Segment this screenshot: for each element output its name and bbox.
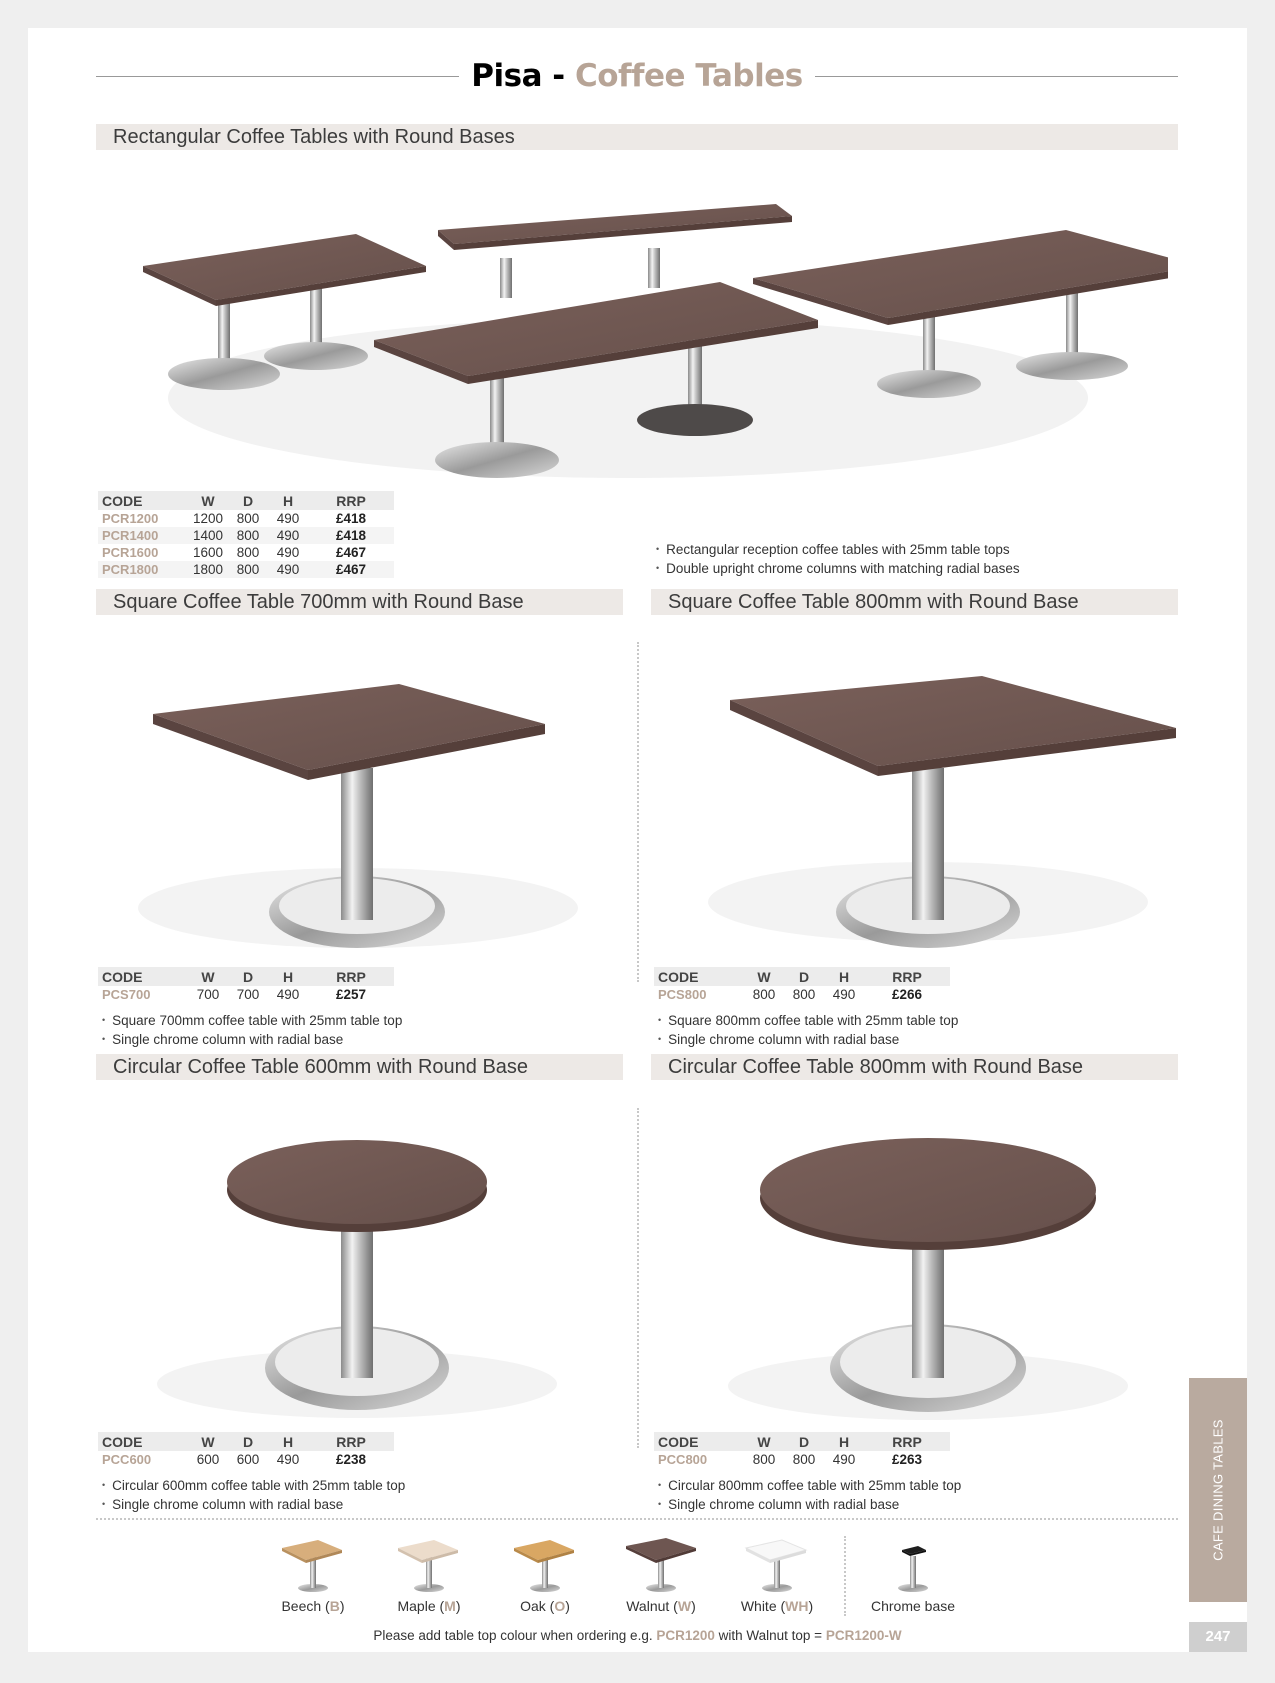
rectangular-tables-image — [108, 178, 1168, 508]
rectangular-spec-table — [98, 491, 394, 578]
table-row: PCS800 800 800 490 £266 — [654, 986, 950, 1003]
page-header — [96, 50, 1178, 102]
square-700-table-image — [108, 648, 608, 968]
section-title-square-800: Square Coffee Table 800mm with Round Base — [651, 589, 1178, 615]
chrome-base-icon — [868, 1536, 958, 1592]
swatch-top — [282, 1540, 342, 1560]
rectangular-features — [656, 541, 1020, 579]
white-swatch-icon — [732, 1536, 822, 1592]
section-title-circular-800: Circular Coffee Table 800mm with Round Base — [651, 1054, 1178, 1080]
circular-600-features — [102, 1477, 405, 1515]
circular-600-spec-table — [98, 1432, 394, 1468]
finish-swatch-oak: Oak (O) — [500, 1536, 590, 1614]
page-title-accent: Coffee Tables — [574, 58, 803, 94]
header-rule-right — [815, 76, 1178, 77]
feature-item: • Square 800mm coffee table with 25mm table top — [658, 1012, 958, 1031]
circular-800-features — [658, 1477, 961, 1515]
finish-swatch-white: White (WH) — [732, 1536, 822, 1614]
section-side-tab: CAFE DINING TABLES — [1189, 1378, 1247, 1602]
table-row: PCR1400 1400 800 490 £418 — [98, 527, 394, 544]
table-header-row: CODE W D H RRP — [98, 1432, 394, 1451]
finish-swatch-walnut: Walnut (W) — [616, 1536, 706, 1614]
feature-item: • Single chrome column with radial base — [102, 1496, 405, 1515]
table-row: PCR1200 1200 800 490 £418 — [98, 510, 394, 527]
page-number: 247 — [1189, 1622, 1247, 1652]
table-header-row: CODE W D H RRP — [98, 967, 394, 986]
square-800-features — [658, 1012, 958, 1050]
header-rule-left — [96, 76, 459, 77]
table-row: PCC800 800 800 490 £263 — [654, 1451, 950, 1468]
swatch-divider — [844, 1536, 846, 1616]
feature-item: • Single chrome column with radial base — [658, 1496, 961, 1515]
square-800-table-image — [668, 640, 1188, 960]
order-note: Please add table top colour when ordering e.g. PCR1200 with Walnut top = PCR1200-W — [373, 1628, 902, 1643]
circular-600-table-image — [108, 1108, 608, 1428]
column-divider — [637, 1108, 639, 1448]
square-700-spec-table — [98, 967, 394, 1003]
feature-item: • Single chrome column with radial base — [658, 1031, 958, 1050]
feature-item: • Double upright chrome columns with matching radial bases — [656, 560, 1020, 579]
finish-swatch-chrome-base: Chrome base — [868, 1536, 958, 1614]
square-700-features — [102, 1012, 402, 1050]
walnut-swatch-icon — [616, 1536, 706, 1592]
square-800-spec-table — [654, 967, 950, 1003]
finishes-divider — [96, 1518, 1178, 1520]
table-header-row: CODE W D H RRP — [98, 491, 394, 510]
maple-swatch-icon — [384, 1536, 474, 1592]
beech-swatch-icon — [268, 1536, 358, 1592]
feature-item: • Single chrome column with radial base — [102, 1031, 402, 1050]
column-divider — [637, 642, 639, 982]
feature-item: • Circular 800mm coffee table with 25mm table top — [658, 1477, 961, 1496]
circular-800-table-image — [668, 1104, 1188, 1434]
feature-item: • Circular 600mm coffee table with 25mm table top — [102, 1477, 405, 1496]
page-title: Pisa - Coffee Tables — [471, 58, 803, 94]
table-row: PCC600 600 600 490 £238 — [98, 1451, 394, 1468]
section-title-circular-600: Circular Coffee Table 600mm with Round Base — [96, 1054, 623, 1080]
table-header-row: CODE W D H RRP — [654, 967, 950, 986]
table-row: PCS700 700 700 490 £257 — [98, 986, 394, 1003]
oak-swatch-icon — [500, 1536, 590, 1592]
catalog-page — [28, 28, 1247, 1652]
feature-item: • Rectangular reception coffee tables with 25mm table tops — [656, 541, 1020, 560]
circular-800-spec-table — [654, 1432, 950, 1468]
finish-swatch-maple: Maple (M) — [384, 1536, 474, 1614]
table-row: PCR1800 1800 800 490 £467 — [98, 561, 394, 578]
finish-swatch-beech: Beech (B) — [268, 1536, 358, 1614]
section-title-square-700: Square Coffee Table 700mm with Round Base — [96, 589, 623, 615]
table-row: PCR1600 1600 800 490 £467 — [98, 544, 394, 561]
table-header-row: CODE W D H RRP — [654, 1432, 950, 1451]
feature-item: • Square 700mm coffee table with 25mm table top — [102, 1012, 402, 1031]
section-title-rectangular: Rectangular Coffee Tables with Round Bases — [96, 124, 1178, 150]
